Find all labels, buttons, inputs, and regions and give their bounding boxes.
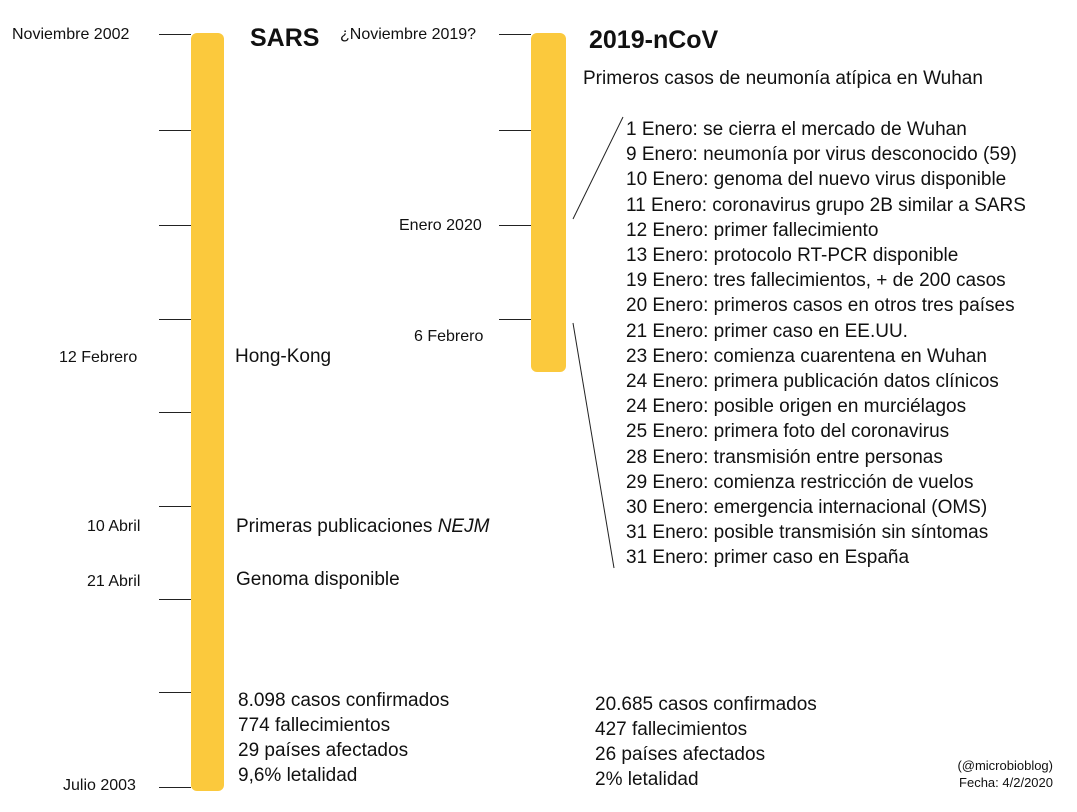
ncov-stat-countries: 26 países afectados [595, 744, 766, 765]
list-item: 28 Enero: transmisión entre personas [626, 446, 943, 468]
sars-end-date: Julio 2003 [63, 777, 136, 794]
ncov-tick [499, 130, 531, 131]
credit [957, 757, 1053, 791]
list-item: 9 Enero: neumonía por virus desconocido (59) [626, 144, 1017, 166]
list-item: 23 Enero: comienza cuarentena en Wuhan [626, 345, 987, 367]
sars-tick [159, 412, 191, 413]
sars-event-date: 12 Febrero [59, 349, 138, 366]
ncov-stat-cases: 20.685 casos confirmados [595, 694, 817, 715]
sars-stat-deaths: 774 fallecimientos [238, 715, 391, 736]
credit-date: Fecha: 4/2/2020 [959, 775, 1053, 790]
ncov-tick [499, 34, 531, 35]
sars-title: SARS [250, 24, 320, 52]
list-item: 30 Enero: emergencia internacional (OMS) [626, 497, 988, 519]
credit-author: (@microbioblog) [957, 758, 1053, 773]
ncov-stats [595, 692, 817, 792]
sars-stat-lethality: 9,6% letalidad [238, 765, 358, 786]
list-item: 21 Enero: primer caso en EE.UU. [626, 320, 908, 342]
list-item: 29 Enero: comienza restricción de vuelos [626, 471, 974, 493]
list-item: 31 Enero: primer caso en España [626, 547, 910, 569]
sars-tick [159, 787, 191, 788]
ncov-stat-deaths: 427 fallecimientos [595, 719, 748, 740]
sars-stats [238, 688, 449, 788]
list-item: 20 Enero: primeros casos en otros tres países [626, 295, 1015, 317]
ncov-tick [499, 319, 531, 320]
list-item: 25 Enero: primera foto del coronavirus [626, 421, 950, 443]
list-item: 31 Enero: posible transmisión sin síntomas [626, 522, 989, 544]
list-item: 11 Enero: coronavirus grupo 2B similar a SARS [626, 194, 1026, 216]
ncov-end-date: 6 Febrero [414, 328, 484, 345]
ncov-intro: Primeros casos de neumonía atípica en Wuhan [583, 68, 983, 89]
ncov-tick [499, 225, 531, 226]
ncov-stat-lethality: 2% letalidad [595, 769, 699, 790]
sars-tick [159, 225, 191, 226]
list-item: 24 Enero: primera publicación datos clínicos [626, 371, 999, 393]
sars-event-label-journal: NEJM [437, 516, 490, 537]
ncov-mid-date: Enero 2020 [399, 217, 482, 234]
sars-tick [159, 319, 191, 320]
ncov-event-list [626, 117, 1026, 571]
sars-event-label: Hong-Kong [235, 346, 332, 367]
sars-tick [159, 599, 191, 600]
list-item: 19 Enero: tres fallecimientos, + de 200 casos [626, 270, 1006, 292]
sars-event-label [236, 516, 489, 538]
list-item: 1 Enero: se cierra el mercado de Wuhan [626, 119, 967, 140]
ncov-timeline-bar [531, 33, 566, 372]
list-item: 12 Enero: primer fallecimiento [626, 219, 879, 241]
sars-tick [159, 34, 191, 35]
sars-timeline-bar [191, 33, 224, 791]
sars-start-date: Noviembre 2002 [12, 26, 130, 43]
sars-tick [159, 130, 191, 131]
list-item: 24 Enero: posible origen en murciélagos [626, 396, 967, 418]
ncov-start-date: ¿Noviembre 2019? [340, 26, 477, 43]
sars-tick [159, 692, 191, 693]
sars-stat-countries: 29 países afectados [238, 740, 409, 761]
bracket-line-top [573, 117, 623, 219]
bracket-line-bottom [573, 323, 614, 568]
ncov-title: 2019-nCoV [589, 26, 719, 54]
sars-event-label: Genoma disponible [236, 569, 400, 590]
list-item: 10 Enero: genoma del nuevo virus disponible [626, 169, 1007, 191]
sars-tick [159, 506, 191, 507]
sars-stat-cases: 8.098 casos confirmados [238, 690, 450, 711]
sars-event-date: 21 Abril [87, 573, 141, 590]
list-item: 13 Enero: protocolo RT-PCR disponible [626, 245, 959, 267]
sars-event-label-text: Primeras publicaciones [236, 516, 438, 537]
sars-event-date: 10 Abril [87, 518, 141, 535]
